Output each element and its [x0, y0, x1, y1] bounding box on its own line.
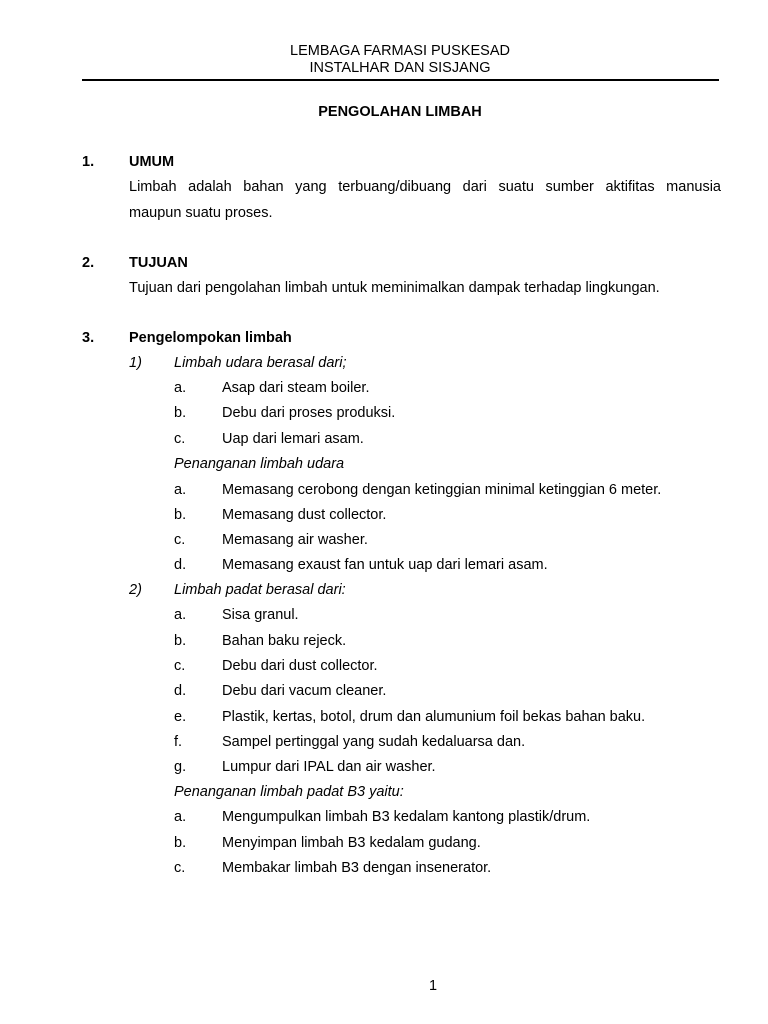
header-rule: [82, 79, 719, 81]
section-1-number: 1.: [82, 154, 95, 170]
list-item: Asap dari steam boiler.: [222, 380, 370, 396]
section-1-text-line-2: maupun suatu proses.: [129, 205, 273, 221]
list-item-marker: b.: [174, 835, 187, 851]
list-item-marker: d.: [174, 557, 187, 573]
list-item-marker: f.: [174, 734, 183, 750]
section-2-title: TUJUAN: [129, 255, 188, 271]
list-item: Memasang dust collector.: [222, 507, 387, 523]
list-item-marker: d.: [174, 683, 187, 699]
header-line-1: LEMBAGA FARMASI PUSKESAD: [290, 43, 510, 59]
group-2-handling-title: Penanganan limbah padat B3 yaitu:: [174, 784, 404, 800]
list-item: Debu dari dust collector.: [222, 658, 378, 674]
list-item-marker: b.: [174, 405, 187, 421]
list-item: Memasang exaust fan untuk uap dari lemari asam.: [222, 557, 548, 573]
list-item-marker: c.: [174, 532, 186, 548]
list-item-marker: a.: [174, 482, 187, 498]
list-item: Lumpur dari IPAL dan air washer.: [222, 759, 436, 775]
list-item-marker: a.: [174, 607, 187, 623]
list-item: Plastik, kertas, botol, drum dan alumunium foil bekas bahan baku.: [222, 709, 646, 725]
list-item-marker: g.: [174, 759, 187, 775]
list-item: Debu dari vacum cleaner.: [222, 683, 387, 699]
page-number: 1: [428, 978, 438, 994]
section-2-number: 2.: [82, 255, 95, 271]
list-item-marker: b.: [174, 507, 187, 523]
section-3-title: Pengelompokan limbah: [129, 330, 292, 346]
list-item: Memasang air washer.: [222, 532, 368, 548]
section-2-text: Tujuan dari pengolahan limbah untuk meminimalkan dampak terhadap lingkungan.: [129, 280, 660, 296]
list-item-marker: a.: [174, 380, 187, 396]
list-item: Bahan baku rejeck.: [222, 633, 347, 649]
list-item: Mengumpulkan limbah B3 kedalam kantong plastik/drum.: [222, 809, 591, 825]
list-item: Memasang cerobong dengan ketinggian minimal ketinggian 6 meter.: [222, 482, 662, 498]
group-2-number: 2): [129, 582, 142, 598]
list-item-marker: e.: [174, 709, 187, 725]
list-item: Sampel pertinggal yang sudah kedaluarsa dan.: [222, 734, 526, 750]
list-item: Uap dari lemari asam.: [222, 431, 364, 447]
group-1-handling-title: Penanganan limbah udara: [174, 456, 345, 472]
group-2-title: Limbah padat berasal dari:: [174, 582, 346, 598]
section-3-number: 3.: [82, 330, 95, 346]
header-line-2: INSTALHAR DAN SISJANG: [309, 60, 491, 76]
section-1-text-line-1: Limbah adalah bahan yang terbuang/dibuang dari suatu sumber aktifitas manusia: [129, 179, 721, 195]
list-item-marker: c.: [174, 431, 186, 447]
list-item: Menyimpan limbah B3 kedalam gudang.: [222, 835, 481, 851]
list-item-marker: c.: [174, 658, 186, 674]
list-item: Sisa granul.: [222, 607, 299, 623]
list-item-marker: b.: [174, 633, 187, 649]
page-title: PENGOLAHAN LIMBAH: [318, 104, 482, 120]
list-item: Debu dari proses produksi.: [222, 405, 396, 421]
list-item-marker: a.: [174, 809, 187, 825]
list-item: Membakar limbah B3 dengan insenerator.: [222, 860, 492, 876]
group-1-title: Limbah udara berasal dari;: [174, 355, 347, 371]
section-1-title: UMUM: [129, 154, 175, 170]
list-item-marker: c.: [174, 860, 186, 876]
group-1-number: 1): [129, 355, 142, 371]
